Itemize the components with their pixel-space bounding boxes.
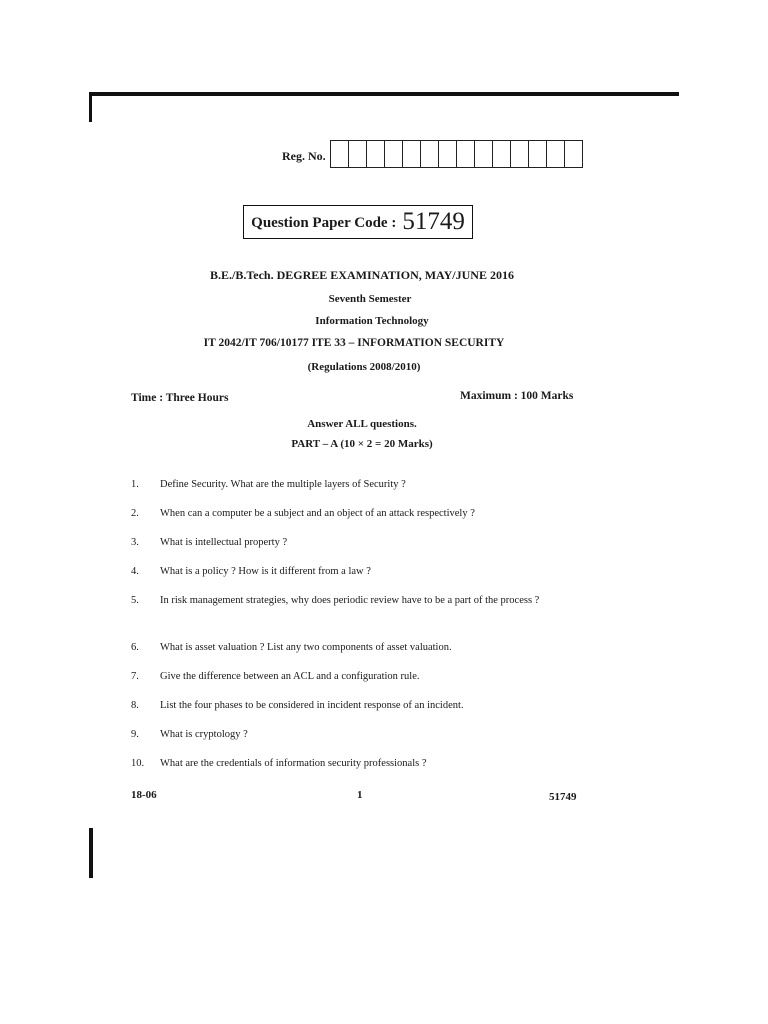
reg-no-digit-box	[367, 141, 385, 167]
question-item	[131, 536, 571, 565]
question-text: List the four phases to be considered in incident response of an incident.	[160, 700, 464, 711]
scan-top-border	[89, 92, 679, 96]
reg-no-digit-box	[421, 141, 439, 167]
question-number: 6.	[131, 642, 139, 653]
reg-no-digit-box	[475, 141, 493, 167]
reg-no-digit-box	[439, 141, 457, 167]
question-number: 10.	[131, 758, 145, 769]
question-text: What is intellectual property ?	[160, 537, 288, 548]
question-list	[131, 478, 571, 777]
reg-no-digit-box	[385, 141, 403, 167]
question-number: 9.	[131, 729, 139, 740]
reg-no-digit-box	[493, 141, 511, 167]
question-text: Define Security. What are the multiple layers of Security ?	[160, 479, 406, 490]
question-text: When can a computer be a subject and an object of an attack respectively ?	[160, 508, 475, 519]
question-number: 5.	[131, 595, 139, 606]
maximum-marks: Maximum : 100 Marks	[460, 390, 574, 402]
reg-no-digit-box	[565, 141, 582, 167]
part-a-heading: PART – A (10 × 2 = 20 Marks)	[291, 438, 433, 450]
question-item	[131, 757, 571, 777]
question-text: In risk management strategies, why does periodic review have to be a part of the process ?	[160, 595, 540, 606]
question-number: 1.	[131, 479, 139, 490]
question-item	[131, 670, 571, 699]
question-paper-code-label: Question Paper Code :	[251, 215, 397, 231]
question-text: What is asset valuation ? List any two components of asset valuation.	[160, 642, 452, 653]
scan-left-border-bottom	[89, 828, 93, 878]
semester: Seventh Semester	[328, 293, 412, 305]
footer-code: 18-06	[131, 789, 157, 801]
regulations: (Regulations 2008/2010)	[307, 361, 421, 373]
reg-no-digit-box	[529, 141, 547, 167]
question-item	[131, 565, 571, 594]
page-number: 1	[357, 789, 363, 801]
question-item	[131, 728, 571, 757]
reg-no-digit-box	[331, 141, 349, 167]
footer-paper-code: 51749	[549, 791, 577, 803]
question-number: 2.	[131, 508, 139, 519]
reg-no-digit-box	[403, 141, 421, 167]
question-paper-code-box	[243, 205, 473, 239]
question-item	[131, 699, 571, 728]
question-text: Give the difference between an ACL and a configuration rule.	[160, 671, 420, 682]
reg-no-row	[282, 140, 583, 168]
reg-no-digit-box	[349, 141, 367, 167]
question-number: 3.	[131, 537, 139, 548]
question-item	[131, 478, 571, 507]
exam-title: B.E./B.Tech. DEGREE EXAMINATION, MAY/JUNE 2016	[210, 268, 514, 282]
time-duration: Time : Three Hours	[131, 392, 229, 404]
question-item	[131, 507, 571, 536]
question-item	[131, 641, 571, 670]
question-number: 7.	[131, 671, 139, 682]
scan-left-border-top	[89, 92, 92, 122]
question-text: What is cryptology ?	[160, 729, 248, 740]
question-paper-code: 51749	[402, 208, 465, 235]
reg-no-boxes	[330, 140, 583, 168]
reg-no-digit-box	[511, 141, 529, 167]
question-text: What is a policy ? How is it different from a law ?	[160, 566, 371, 577]
reg-no-digit-box	[457, 141, 475, 167]
department: Information Technology	[315, 315, 429, 327]
answer-all-instruction: Answer ALL questions.	[307, 418, 417, 430]
question-number: 8.	[131, 700, 139, 711]
question-item	[131, 594, 571, 641]
reg-no-digit-box	[547, 141, 565, 167]
course-title: IT 2042/IT 706/10177 ITE 33 – INFORMATION SECURITY	[203, 337, 505, 349]
question-text: What are the credentials of information security professionals ?	[160, 758, 427, 769]
reg-no-label: Reg. No.	[282, 148, 326, 163]
question-number: 4.	[131, 566, 139, 577]
